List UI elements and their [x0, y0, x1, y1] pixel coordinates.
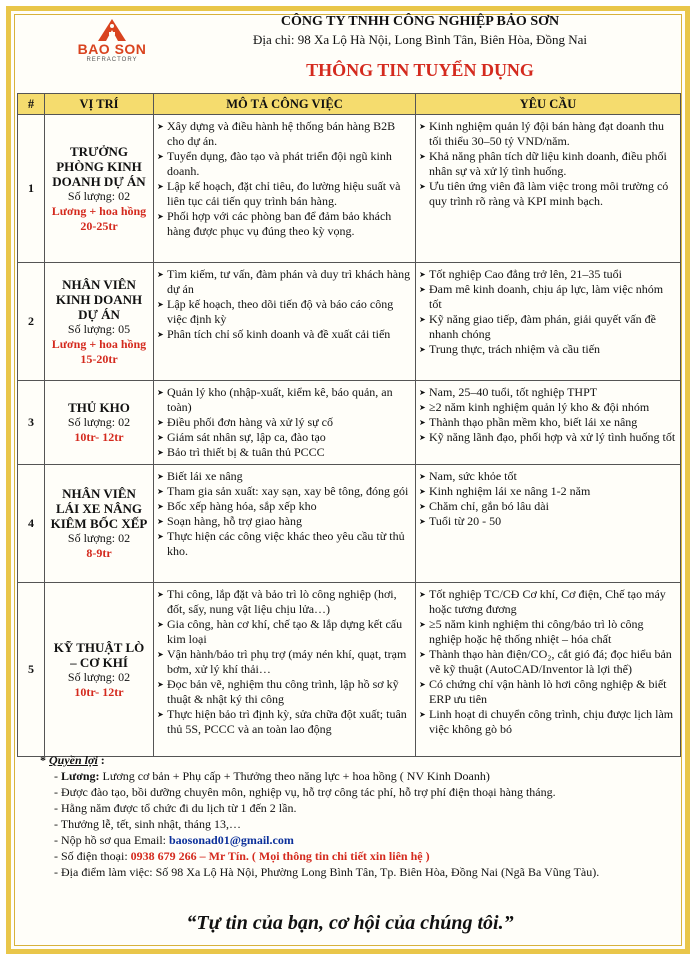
- requirement-item: ➤ Linh hoạt di chuyển công trình, chịu được lịch làm việc không gò bó: [419, 707, 677, 737]
- row-number: 5: [18, 583, 45, 757]
- description-cell: [154, 465, 416, 583]
- description-cell: [154, 381, 416, 465]
- description-item: ➤ Vận hành/bảo trì phụ trợ (máy nén khí, quạt, trạm bơm, xử lý khí thải…: [157, 647, 412, 677]
- col-header-description: MÔ TẢ CÔNG VIỆC: [154, 94, 416, 115]
- requirements-list: [419, 469, 677, 529]
- description-item: ➤ Tuyển dụng, đào tạo và phát triển đội ngũ kinh doanh.: [157, 149, 412, 179]
- requirements-cell: [416, 381, 681, 465]
- table-row: [18, 263, 681, 381]
- position-salary: 8-9tr: [86, 546, 112, 560]
- col-header-num: #: [18, 94, 45, 115]
- description-item: ➤ Điều phối đơn hàng và xử lý sự cố: [157, 415, 412, 430]
- benefit-bonus: Thưởng lễ, tết, sinh nhật, tháng 13,…: [60, 817, 241, 831]
- description-item: ➤ Phối hợp với các phòng ban để đảm bảo khách hàng được phục vụ đúng theo kỳ vọng.: [157, 209, 412, 239]
- description-list: [157, 267, 412, 342]
- requirement-item: ➤ Tốt nghiệp TC/CĐ Cơ khí, Cơ điện, Chế tạo máy hoặc tương đương: [419, 587, 677, 617]
- position-quantity: Số lượng: 05: [67, 321, 131, 336]
- row-number: 1: [18, 115, 45, 263]
- requirement-item: ➤ ≥5 năm kinh nghiệm thi công/bảo trì lò công nghiệp hoặc hệ thống nhiệt – hóa chất: [419, 617, 677, 647]
- position-quantity: Số lượng: 02: [67, 669, 131, 684]
- company-address: Địa chỉ: 98 Xa Lộ Hà Nội, Long Bình Tân, Biên Hòa, Đồng Nai: [252, 32, 588, 47]
- description-item: ➤ Quản lý kho (nhập-xuất, kiểm kê, báo quản, an toàn): [157, 385, 412, 415]
- requirement-item: ➤ Trung thực, trách nhiệm và cầu tiến: [419, 342, 677, 357]
- position-cell: [45, 583, 154, 757]
- table-header-row: [18, 94, 681, 115]
- description-item: ➤ Bảo trì thiết bị & tuân thủ PCCC: [157, 445, 412, 460]
- position-name: NHÂN VIÊN KINH DOANH DỰ ÁN: [55, 276, 143, 322]
- requirement-item: ➤ Thành thạo hàn điện/CO₂, cắt gió đá; đọc hiểu bản vẽ kỹ thuật (AutoCAD/Inventor là lợi thế): [419, 647, 677, 677]
- requirements-list: [419, 385, 677, 445]
- requirements-cell: [416, 115, 681, 263]
- logo-mark-icon: [97, 18, 127, 42]
- position-salary: 10tr- 12tr: [74, 684, 124, 699]
- requirement-item: ➤ ≥2 năm kinh nghiệm quản lý kho & đội nhóm: [419, 400, 677, 415]
- description-item: ➤ Đọc bản vẽ, nghiệm thu công trình, lập hồ sơ kỹ thuật & nhật ký thi công: [157, 677, 412, 707]
- row-number: 3: [18, 381, 45, 465]
- requirement-item: ➤ Kỹ năng giao tiếp, đàm phán, giải quyết vấn đề nhanh chóng: [419, 312, 677, 342]
- table-row: [18, 381, 681, 465]
- requirement-item: ➤ Chăm chỉ, gắn bó lâu dài: [419, 499, 677, 514]
- description-item: ➤ Biết lái xe nâng: [157, 469, 412, 484]
- benefit-training: Được đào tạo, bồi dưỡng chuyên môn, nghiệp vụ, hỗ trợ công tác phí, hỗ trợ phí điện thoại hàng tháng.: [61, 785, 556, 799]
- description-item: ➤ Phân tích chỉ số kinh doanh và đề xuất cải tiến: [157, 327, 412, 342]
- description-cell: [154, 583, 416, 757]
- position-name: KỸ THUẬT LÒ – CƠ KHÍ: [53, 639, 145, 670]
- page-title: THÔNG TIN TUYỂN DỤNG: [306, 60, 534, 80]
- description-item: ➤ Thi công, lắp đặt và bảo trì lò công nghiệp (hơi, đốt, sấy, nung vật liệu chịu lửa…): [157, 587, 412, 617]
- phone-label: Số điện thoại:: [61, 849, 131, 863]
- description-item: ➤ Lập kế hoạch, đặt chỉ tiêu, đo lường hiệu suất và liên tục cải tiến quy trình bán hàng.: [157, 179, 412, 209]
- requirement-item: ➤ Nam, 25–40 tuổi, tốt nghiệp THPT: [419, 385, 677, 400]
- requirement-item: ➤ Khả năng phân tích dữ liệu kinh doanh, điều phối nhân sự và xử lý tình huống.: [419, 149, 677, 179]
- requirements-cell: [416, 263, 681, 381]
- email-link[interactable]: baosonad01@gmail.com: [169, 833, 294, 847]
- benefit-travel: Hằng năm được tổ chức đi du lịch từ 1 đến 2 lần.: [61, 801, 297, 815]
- slogan: “Tự tin của bạn, cơ hội của chúng tôi.”: [186, 912, 514, 934]
- requirement-item: ➤ Nam, sức khỏe tốt: [419, 469, 677, 484]
- requirement-item: ➤ Kỹ năng lãnh đạo, phối hợp và xử lý tình huống tốt: [419, 430, 677, 445]
- row-number: 2: [18, 263, 45, 381]
- requirement-item: ➤ Thành thạo phần mềm kho, biết lái xe nâng: [419, 415, 677, 430]
- description-list: [157, 469, 412, 559]
- position-name: NHÂN VIÊN LÁI XE NÂNG KIÊM BỐC XẾP: [50, 486, 148, 531]
- requirements-list: [419, 267, 677, 357]
- requirement-item: ➤ Kinh nghiệm lái xe nâng 1-2 năm: [419, 484, 677, 499]
- position-cell: [45, 115, 154, 263]
- requirements-list: [419, 587, 677, 737]
- table-row: [18, 115, 681, 263]
- position-cell: [45, 465, 154, 583]
- requirement-item: ➤ Tuổi từ 20 - 50: [419, 514, 677, 529]
- description-item: ➤ Giám sát nhân sự, lập ca, đào tạo: [157, 430, 412, 445]
- logo-name: BAO SON: [77, 41, 147, 57]
- jobs-table: [17, 93, 681, 757]
- description-cell: [154, 263, 416, 381]
- position-quantity: Số lượng: 02: [67, 188, 131, 203]
- table-row: [18, 583, 681, 757]
- position-cell: [45, 381, 154, 465]
- col-header-position: VỊ TRÍ: [45, 94, 154, 115]
- row-number: 4: [18, 465, 45, 583]
- company-header: [200, 14, 640, 48]
- requirements-cell: [416, 465, 681, 583]
- description-item: ➤ Thực hiện các công việc khác theo yêu cầu từ thủ kho.: [157, 529, 412, 559]
- company-logo: [72, 18, 152, 74]
- benefits-heading: Quyền lợi: [49, 753, 98, 767]
- phone-number[interactable]: 0938 679 266 – Mr Tín. ( Mọi thông tin chi tiết xin liên hệ ): [130, 849, 430, 863]
- position-salary: Lương + hoa hồng 15-20tr: [51, 336, 147, 366]
- company-name: CÔNG TY TNHH CÔNG NGHIỆP BẢO SƠN: [280, 14, 560, 29]
- requirement-item: ➤ Có chứng chỉ vận hành lò hơi công nghiệp & biết ERP ưu tiên: [419, 677, 677, 707]
- position-cell: [45, 263, 154, 381]
- position-quantity: Số lượng: 02: [67, 531, 131, 545]
- description-cell: [154, 115, 416, 263]
- position-salary: Lương + hoa hồng 20-25tr: [51, 203, 147, 233]
- description-item: ➤ Tham gia sản xuất: xay sạn, xay bê tông, đóng gói: [157, 484, 412, 499]
- position-name: TRƯỞNG PHÒNG KINH DOANH DỰ ÁN: [52, 143, 146, 189]
- requirement-item: ➤ Kinh nghiệm quản lý đội bán hàng đạt doanh thu tối thiểu 30–50 tỷ VND/năm.: [419, 119, 677, 149]
- salary-label: Lương:: [61, 769, 103, 783]
- description-list: [157, 119, 412, 239]
- requirement-item: ➤ Đam mê kinh doanh, chịu áp lực, làm việc nhóm tốt: [419, 282, 677, 312]
- requirement-item: ➤ Tốt nghiệp Cao đẳng trở lên, 21–35 tuổi: [419, 267, 677, 282]
- email-label: Nộp hồ sơ qua Email:: [61, 833, 169, 847]
- description-list: [157, 587, 412, 737]
- requirements-list: [419, 119, 677, 209]
- requirement-item: ➤ Ưu tiên ứng viên đã làm việc trong môi trường có quy trình rõ ràng và KPI minh bạch.: [419, 179, 677, 209]
- description-item: ➤ Soạn hàng, hỗ trợ giao hàng: [157, 514, 412, 529]
- benefit-salary: Lương cơ bản + Phụ cấp + Thưởng theo năng lực + hoa hồng ( NV Kinh Doanh): [102, 769, 490, 783]
- description-item: ➤ Lập kế hoạch, theo dõi tiến độ và báo cáo công việc định kỳ: [157, 297, 412, 327]
- col-header-requirements: YÊU CẦU: [416, 94, 681, 115]
- description-item: ➤ Thực hiện bảo trì định kỳ, sửa chữa đột xuất; tuân thủ 5S, PCCC và an toàn lao động: [157, 707, 412, 737]
- benefits-section: * Quyền lợi : - Lương: Lương cơ bản + Phụ cấp + Thưởng theo năng lực + hoa hồng ( NV Kinh Doanh) - Được đào tạo, bồi dưỡng chuyên môn, nghiệp vụ, hỗ trợ công tác phí, hỗ trợ phí điện thoại hàng tháng. - Hằng năm được tổ chức đi du lịch từ 1 đến 2 lần. - Thưởng lễ, tết, sinh nhật, tháng 13,… - Nộp hồ sơ qua Email: baosonad01@gmail.com - Số điện thoại: 0938 679 266 – Mr Tín. ( Mọi thông tin chi tiết xin liên hệ ) - Địa điểm làm việc: Số 98 Xa Lộ Hà Nội, Phường Long Bình Tân, Tp. Biên Hòa, Đồng Nai (Ngã Ba Vũng Tàu).: [40, 753, 600, 879]
- requirements-cell: [416, 583, 681, 757]
- position-quantity: Số lượng: 02: [67, 415, 131, 429]
- description-item: ➤ Gia công, hàn cơ khí, chế tạo & lắp dựng kết cấu kim loại: [157, 617, 412, 647]
- description-list: [157, 385, 412, 460]
- description-item: ➤ Tìm kiếm, tư vấn, đàm phán và duy trì khách hàng dự án: [157, 267, 412, 297]
- logo-subtitle: REFRACTORY: [86, 57, 138, 63]
- description-item: ➤ Xây dựng và điều hành hệ thống bán hàng B2B cho dự án.: [157, 119, 412, 149]
- description-item: ➤ Bốc xếp hàng hóa, sắp xếp kho: [157, 499, 412, 514]
- position-name: THỦ KHO: [68, 400, 130, 415]
- work-location: Địa điểm làm việc: Số 98 Xa Lộ Hà Nội, Phường Long Bình Tân, Tp. Biên Hòa, Đồng Nai (Ngã Ba Vũng Tàu).: [61, 865, 600, 879]
- position-salary: 10tr- 12tr: [74, 430, 124, 444]
- table-row: [18, 465, 681, 583]
